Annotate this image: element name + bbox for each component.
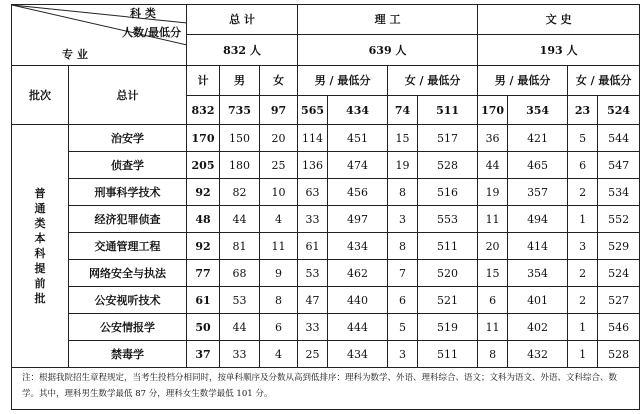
cell-arts-male: 6 xyxy=(478,287,508,314)
cell-female: 4 xyxy=(260,206,298,233)
table-row xyxy=(12,206,640,233)
totals-arts-female-min: 524 xyxy=(598,96,640,125)
major-name: 侦查学 xyxy=(69,152,187,179)
cell-sci-female: 7 xyxy=(388,260,418,287)
cell-sci-male: 47 xyxy=(298,287,328,314)
cell-male: 68 xyxy=(220,260,260,287)
cell-sci-female: 6 xyxy=(388,287,418,314)
total-group-title: 总 计 xyxy=(187,5,298,35)
cell-arts-male: 44 xyxy=(478,152,508,179)
cell-male: 82 xyxy=(220,179,260,206)
cell-arts-female: 6 xyxy=(568,152,598,179)
cell-arts-female: 1 xyxy=(568,341,598,368)
cell-female: 8 xyxy=(260,287,298,314)
col-male-header: 男 xyxy=(220,66,260,96)
totals-sci-male-min: 434 xyxy=(328,96,388,125)
cell-sci-male-min: 497 xyxy=(328,206,388,233)
cell-sci-male-min: 456 xyxy=(328,179,388,206)
table-row xyxy=(12,341,640,368)
cell-male: 180 xyxy=(220,152,260,179)
major-name: 网络安全与执法 xyxy=(69,260,187,287)
cell-female: 9 xyxy=(260,260,298,287)
cell-sci-male: 61 xyxy=(298,233,328,260)
totals-arts-male: 170 xyxy=(478,96,508,125)
cell-ji: 170 xyxy=(187,125,220,152)
cell-sci-female-min: 520 xyxy=(418,260,478,287)
table-row xyxy=(12,314,640,341)
major-name: 治安学 xyxy=(69,125,187,152)
cell-arts-female-min: 524 xyxy=(598,260,640,287)
science-group-count: 639 人 xyxy=(298,35,478,66)
cell-sci-male-min: 474 xyxy=(328,152,388,179)
major-name: 经济犯罪侦查 xyxy=(69,206,187,233)
cell-male: 44 xyxy=(220,206,260,233)
totals-arts-male-min: 354 xyxy=(508,96,568,125)
table-row xyxy=(12,125,640,152)
major-rows xyxy=(12,125,640,368)
cell-sci-male: 53 xyxy=(298,260,328,287)
arts-male-min-header: 男 / 最低分 xyxy=(478,66,568,96)
sci-male-min-header: 男 / 最低分 xyxy=(298,66,388,96)
cell-female: 6 xyxy=(260,314,298,341)
cell-sci-male-min: 451 xyxy=(328,125,388,152)
cell-arts-male-min: 357 xyxy=(508,179,568,206)
arts-group-title: 文 史 xyxy=(478,5,640,35)
cell-female: 4 xyxy=(260,341,298,368)
cell-arts-female-min: 547 xyxy=(598,152,640,179)
arts-group-count: 193 人 xyxy=(478,35,640,66)
cell-arts-male-min: 402 xyxy=(508,314,568,341)
cell-sci-female-min: 521 xyxy=(418,287,478,314)
cell-sci-female: 15 xyxy=(388,125,418,152)
cell-sci-male: 33 xyxy=(298,206,328,233)
total-group-count: 832 人 xyxy=(187,35,298,66)
cell-sci-female: 3 xyxy=(388,206,418,233)
arts-female-min-header: 女 / 最低分 xyxy=(568,66,640,96)
totals-ji: 832 xyxy=(187,96,220,125)
cell-male: 53 xyxy=(220,287,260,314)
cell-arts-female: 1 xyxy=(568,314,598,341)
cell-arts-male: 19 xyxy=(478,179,508,206)
cell-male: 44 xyxy=(220,314,260,341)
cell-sci-female-min: 519 xyxy=(418,314,478,341)
totals-sci-male: 565 xyxy=(298,96,328,125)
cell-sci-female: 8 xyxy=(388,179,418,206)
cell-ji: 37 xyxy=(187,341,220,368)
cell-ji: 50 xyxy=(187,314,220,341)
table-row xyxy=(12,179,640,206)
totals-male: 735 xyxy=(220,96,260,125)
cell-arts-male: 15 xyxy=(478,260,508,287)
cell-female: 25 xyxy=(260,152,298,179)
col-ji-header: 计 xyxy=(187,66,220,96)
totals-arts-female: 23 xyxy=(568,96,598,125)
cell-male: 150 xyxy=(220,125,260,152)
cell-female: 10 xyxy=(260,179,298,206)
table-row xyxy=(12,260,640,287)
cell-ji: 92 xyxy=(187,233,220,260)
diagonal-header-cell xyxy=(12,5,187,66)
totals-sci-female-min: 511 xyxy=(418,96,478,125)
cell-sci-female-min: 516 xyxy=(418,179,478,206)
cell-sci-male: 114 xyxy=(298,125,328,152)
cell-sci-male: 25 xyxy=(298,341,328,368)
admission-score-table xyxy=(11,4,632,410)
cell-sci-male-min: 462 xyxy=(328,260,388,287)
cell-female: 20 xyxy=(260,125,298,152)
cell-ji: 205 xyxy=(187,152,220,179)
cell-male: 81 xyxy=(220,233,260,260)
major-name: 刑事科学技术 xyxy=(69,179,187,206)
cell-arts-male-min: 421 xyxy=(508,125,568,152)
cell-arts-female: 1 xyxy=(568,206,598,233)
cell-sci-female-min: 517 xyxy=(418,125,478,152)
cell-sci-male-min: 444 xyxy=(328,314,388,341)
cell-arts-male-min: 465 xyxy=(508,152,568,179)
cell-arts-male-min: 414 xyxy=(508,233,568,260)
cell-arts-female-min: 544 xyxy=(598,125,640,152)
major-name: 禁毒学 xyxy=(69,341,187,368)
cell-arts-female-min: 527 xyxy=(598,287,640,314)
cell-arts-male: 11 xyxy=(478,206,508,233)
cell-sci-female-min: 511 xyxy=(418,233,478,260)
table-row xyxy=(12,287,640,314)
cell-sci-female: 5 xyxy=(388,314,418,341)
cell-ji: 92 xyxy=(187,179,220,206)
cell-sci-male: 136 xyxy=(298,152,328,179)
cell-male: 33 xyxy=(220,341,260,368)
table-row xyxy=(12,152,640,179)
cell-arts-male: 36 xyxy=(478,125,508,152)
cell-arts-female: 2 xyxy=(568,179,598,206)
cell-arts-female-min: 552 xyxy=(598,206,640,233)
col-female-header: 女 xyxy=(260,66,298,96)
cell-sci-female: 8 xyxy=(388,233,418,260)
cell-sci-female-min: 553 xyxy=(418,206,478,233)
cell-arts-female: 5 xyxy=(568,125,598,152)
cell-arts-female: 2 xyxy=(568,260,598,287)
major-name: 公安情报学 xyxy=(69,314,187,341)
major-name: 交通管理工程 xyxy=(69,233,187,260)
cell-arts-male-min: 401 xyxy=(508,287,568,314)
cell-sci-female: 3 xyxy=(388,341,418,368)
cell-sci-female-min: 511 xyxy=(418,341,478,368)
footnote: 注：根据我院招生章程规定，当考生投档分相同时，按单科顺序及分数从高到低排序：理科为数学、外语、理科综合、语文；文科为语文、外语、文科综合、数学。其中，理科男生数学最低 87 分，理科女生数学最低 101 分。 xyxy=(12,368,640,410)
table-row xyxy=(12,233,640,260)
cell-arts-male: 11 xyxy=(478,314,508,341)
cell-sci-male: 63 xyxy=(298,179,328,206)
diag-subject-label: 科 类 xyxy=(130,7,156,20)
diag-major-label: 专 业 xyxy=(62,48,88,61)
cell-sci-male-min: 434 xyxy=(328,341,388,368)
sci-female-min-header: 女 / 最低分 xyxy=(388,66,478,96)
cell-arts-male-min: 354 xyxy=(508,260,568,287)
batch-label: 普通类本科提前批 xyxy=(12,125,69,368)
science-group-title: 理 工 xyxy=(298,5,478,35)
cell-arts-male: 8 xyxy=(478,341,508,368)
totals-sci-female: 74 xyxy=(388,96,418,125)
cell-arts-female: 3 xyxy=(568,233,598,260)
diag-count-label: 人数/最低分 xyxy=(122,26,182,39)
major-name: 公安视听技术 xyxy=(69,287,187,314)
cell-ji: 77 xyxy=(187,260,220,287)
cell-arts-female-min: 529 xyxy=(598,233,640,260)
cell-sci-male: 33 xyxy=(298,314,328,341)
cell-arts-female-min: 534 xyxy=(598,179,640,206)
cell-arts-female-min: 528 xyxy=(598,341,640,368)
cell-arts-female-min: 546 xyxy=(598,314,640,341)
totals-female: 97 xyxy=(260,96,298,125)
cell-sci-female-min: 528 xyxy=(418,152,478,179)
cell-ji: 61 xyxy=(187,287,220,314)
cell-sci-male-min: 434 xyxy=(328,233,388,260)
cell-ji: 48 xyxy=(187,206,220,233)
cell-arts-male-min: 432 xyxy=(508,341,568,368)
cell-arts-male: 20 xyxy=(478,233,508,260)
cell-sci-male-min: 440 xyxy=(328,287,388,314)
cell-sci-female: 19 xyxy=(388,152,418,179)
total-major-header: 总计 xyxy=(69,66,187,125)
cell-arts-female: 2 xyxy=(568,287,598,314)
cell-arts-male-min: 494 xyxy=(508,206,568,233)
cell-female: 11 xyxy=(260,233,298,260)
batch-header: 批次 xyxy=(12,66,69,125)
